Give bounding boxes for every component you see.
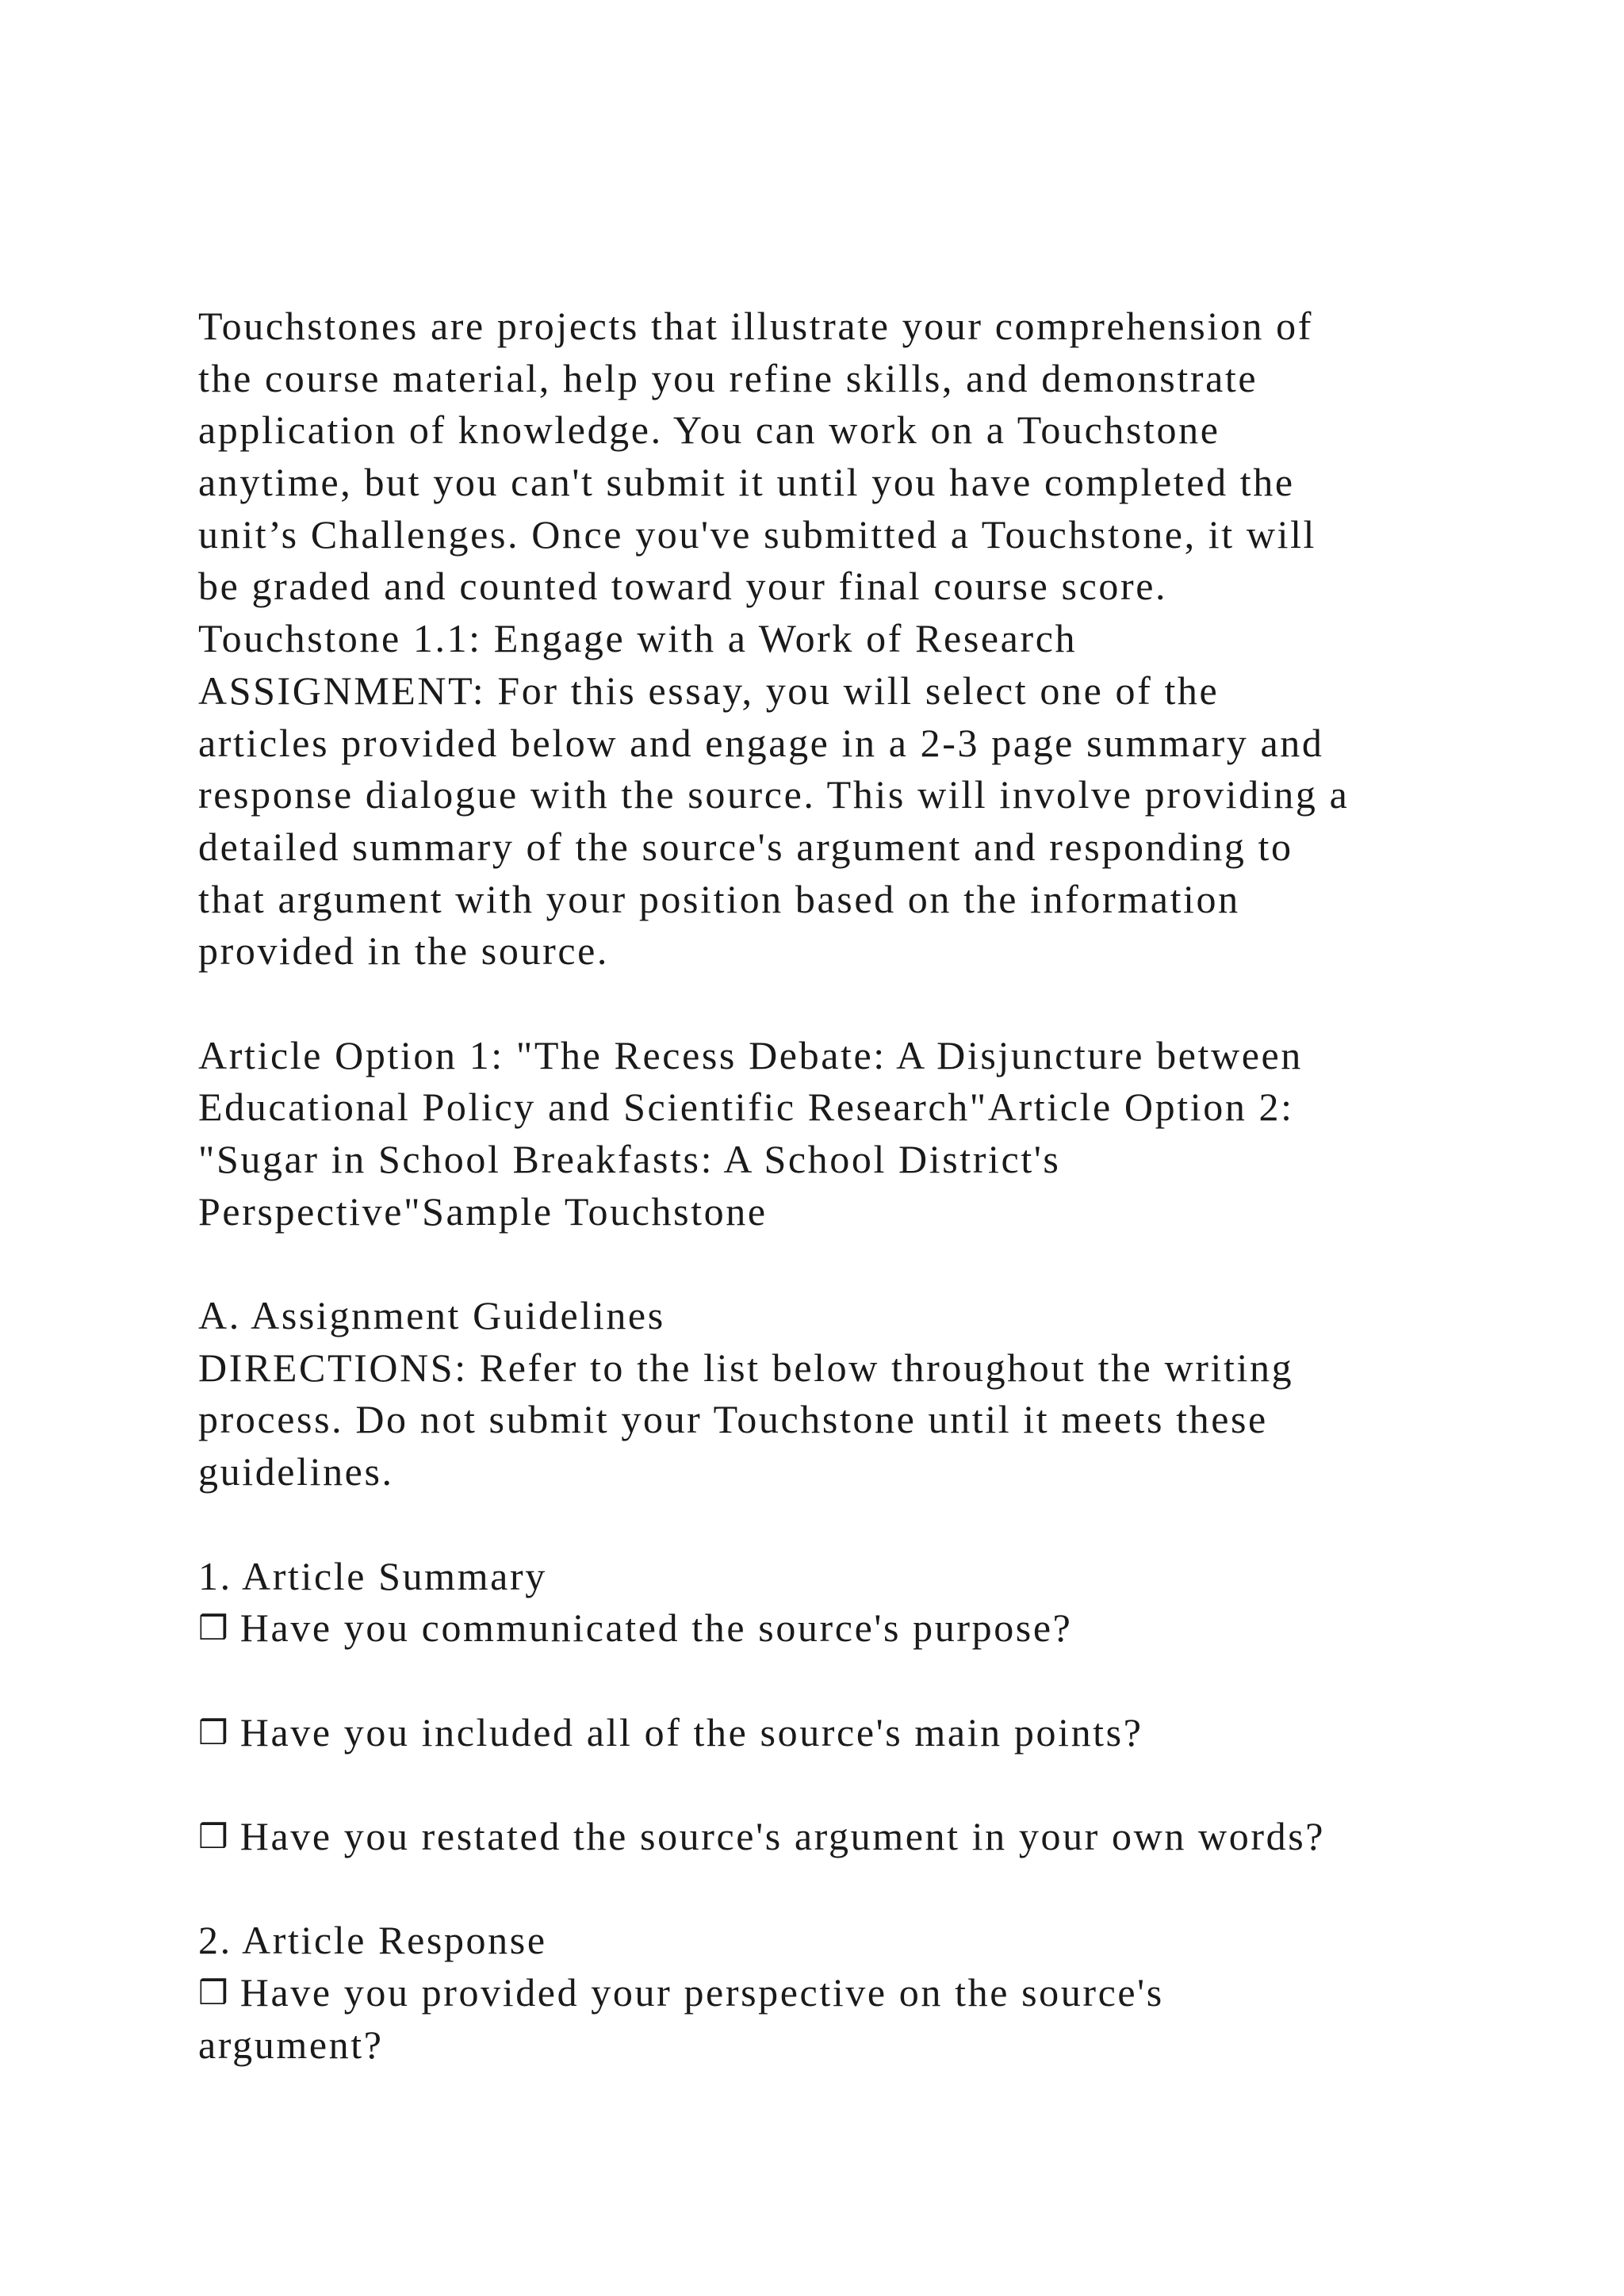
spacer <box>198 978 1610 1030</box>
section-heading-article-response: 2. Article Response <box>198 1918 547 1963</box>
checkbox-icon: ❒ <box>198 1816 228 1856</box>
text-line: the course material, help you refine skills, and demonstrate <box>198 355 1258 400</box>
touchstone-title: Touchstone 1.1: Engage with a Work of Research <box>198 616 1078 661</box>
checkbox-icon: ❒ <box>198 1973 228 2012</box>
section-heading-article-summary: 1. Article Summary <box>198 1553 547 1598</box>
text-line: Article Option 1: "The Recess Debate: A Disjuncture between <box>198 1032 1303 1077</box>
checkbox-icon: ❒ <box>198 1712 228 1752</box>
guidelines-heading: A. Assignment Guidelines <box>198 1293 665 1338</box>
checkbox-icon: ❒ <box>198 1609 228 1648</box>
text-line: unit’s Challenges. Once you've submitted a Touchstone, it will <box>198 511 1317 557</box>
checklist-item-label: Have you restated the source's argument in your own words? <box>239 1813 1326 1858</box>
text-line: anytime, but you can't submit it until you have completed the <box>198 460 1295 505</box>
checklist-item-label: Have you included all of the source's main points? <box>239 1709 1143 1755</box>
text-line: "Sugar in School Breakfasts: A School District's <box>198 1137 1061 1181</box>
spacer <box>198 1655 1610 1707</box>
checklist-item <box>198 1707 1610 1759</box>
checklist-item-label: Have you communicated the source's purpose? <box>239 1605 1073 1651</box>
text-line: that argument with your position based on the information <box>198 876 1240 921</box>
text-line: ASSIGNMENT: For this essay, you will select one of the <box>198 668 1220 713</box>
article-options <box>198 1030 1610 1238</box>
text-line: be graded and counted toward your final course score. <box>198 564 1168 609</box>
document-page <box>198 300 1610 2071</box>
text-line: Educational Policy and Scientific Research"Article Option 2: <box>198 1085 1294 1130</box>
text-line: application of knowledge. You can work on a Touchstone <box>198 408 1220 453</box>
checklist-item-label: Have you provided your perspective on the source's <box>239 1970 1164 2015</box>
text-line: DIRECTIONS: Refer to the list below throughout the writing <box>198 1345 1294 1390</box>
text-line: process. Do not submit your Touchstone until it meets these <box>198 1397 1268 1442</box>
text-line: Perspective"Sample Touchstone <box>198 1188 768 1234</box>
intro-paragraph <box>198 300 1610 613</box>
spacer <box>198 1238 1610 1290</box>
spacer <box>198 1758 1610 1811</box>
text-line: detailed summary of the source's argument and responding to <box>198 824 1293 869</box>
spacer <box>198 1863 1610 1915</box>
text-line: provided in the source. <box>198 928 610 974</box>
checklist-item-continuation: argument? <box>198 2022 384 2067</box>
checklist-item <box>198 1967 1610 2019</box>
assignment-paragraph <box>198 665 1610 978</box>
spacer <box>198 1498 1610 1551</box>
checklist-item <box>198 1602 1610 1655</box>
text-line: guidelines. <box>198 1449 394 1494</box>
text-line: Touchstones are projects that illustrate your comprehension of <box>198 304 1313 348</box>
text-line: response dialogue with the source. This will involve providing a <box>198 772 1350 817</box>
checklist-item <box>198 1811 1610 1863</box>
directions-paragraph <box>198 1342 1610 1498</box>
text-line: articles provided below and engage in a 2-3 page summary and <box>198 720 1324 765</box>
